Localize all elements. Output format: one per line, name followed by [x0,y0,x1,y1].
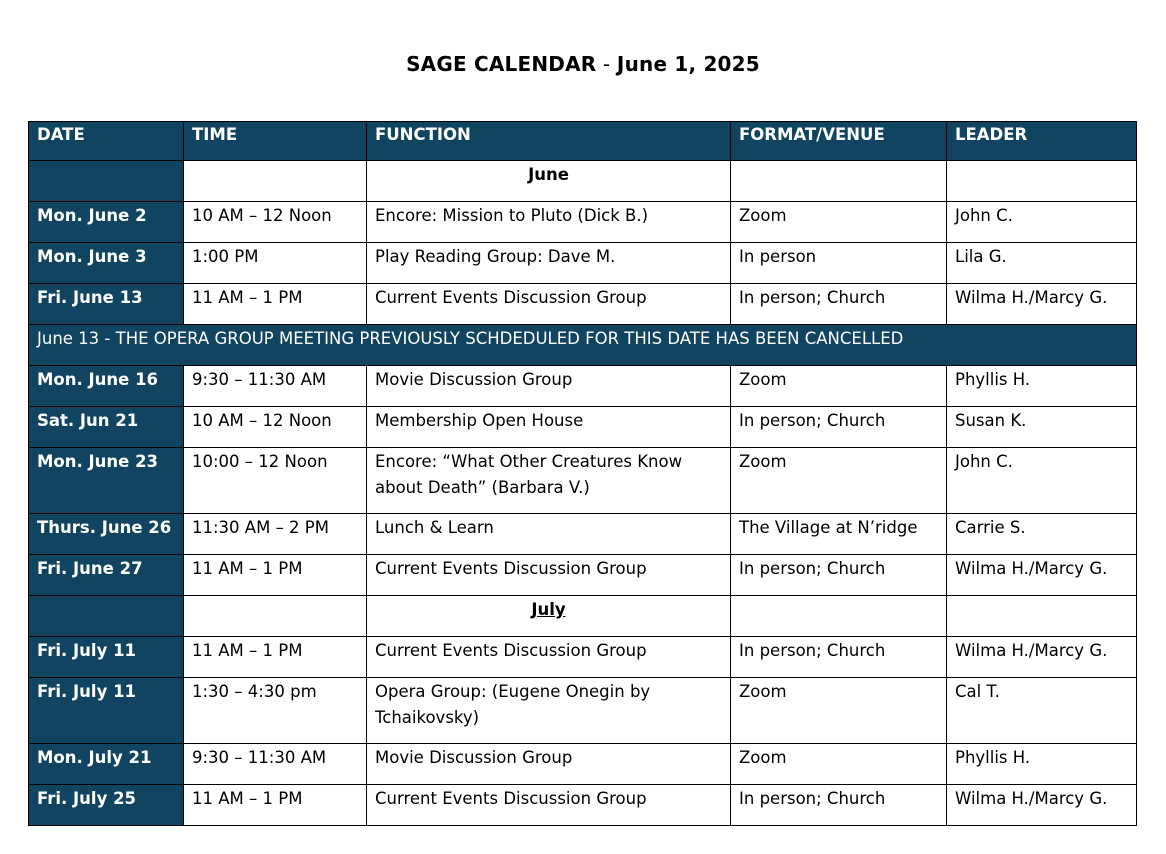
date-cell: Thurs. June 26 [29,514,184,555]
function-cell: Membership Open House [367,407,731,448]
month-label-july-text: July [531,600,566,619]
calendar-table [28,121,1137,826]
leader-cell: John C. [947,202,1137,243]
table-row [29,678,1137,744]
table-row [29,202,1137,243]
time-cell: 9:30 – 11:30 AM [184,366,367,407]
leader-cell: Lila G. [947,243,1137,284]
venue-cell: Zoom [731,202,947,243]
venue-cell: In person; Church [731,407,947,448]
column-header-venue: FORMAT/VENUE [731,122,947,161]
time-cell: 11 AM – 1 PM [184,637,367,678]
title-date: June 1, 2025 [616,52,760,76]
date-cell: Mon. June 3 [29,243,184,284]
venue-cell: Zoom [731,744,947,785]
time-cell: 11 AM – 1 PM [184,284,367,325]
month-row-june [29,161,1137,202]
function-cell: Encore: “What Other Creatures Know about Death” (Barbara V.) [367,448,731,514]
cancellation-notice: June 13 - THE OPERA GROUP MEETING PREVIOUSLY SCHDEDULED FOR THIS DATE HAS BEEN CANCELLED [29,325,1137,366]
time-cell: 1:30 – 4:30 pm [184,678,367,744]
leader-cell: Wilma H./Marcy G. [947,637,1137,678]
time-cell: 1:00 PM [184,243,367,284]
table-row [29,448,1137,514]
date-cell: Fri. July 11 [29,678,184,744]
leader-cell [947,161,1137,202]
venue-cell [731,596,947,637]
function-cell: Current Events Discussion Group [367,637,731,678]
time-cell [184,596,367,637]
table-header-row [29,122,1137,161]
time-cell [184,161,367,202]
date-cell: Mon. June 23 [29,448,184,514]
page-title [0,51,1166,77]
leader-cell: Carrie S. [947,514,1137,555]
venue-cell: Zoom [731,366,947,407]
column-header-time: TIME [184,122,367,161]
venue-cell: In person; Church [731,785,947,826]
function-cell: Current Events Discussion Group [367,785,731,826]
date-cell: Mon. June 16 [29,366,184,407]
function-cell: Movie Discussion Group [367,366,731,407]
venue-cell [731,161,947,202]
table-row [29,744,1137,785]
time-cell: 10 AM – 12 Noon [184,202,367,243]
venue-cell: In person; Church [731,284,947,325]
time-cell: 11:30 AM – 2 PM [184,514,367,555]
leader-cell: Wilma H./Marcy G. [947,785,1137,826]
leader-cell: Wilma H./Marcy G. [947,284,1137,325]
function-cell: Opera Group: (Eugene Onegin by Tchaikovsky) [367,678,731,744]
table-row [29,785,1137,826]
column-header-date: DATE [29,122,184,161]
function-cell: Movie Discussion Group [367,744,731,785]
time-cell: 10:00 – 12 Noon [184,448,367,514]
leader-cell: Cal T. [947,678,1137,744]
table-row [29,555,1137,596]
time-cell: 11 AM – 1 PM [184,785,367,826]
title-main: SAGE CALENDAR [406,52,597,76]
function-cell: Lunch & Learn [367,514,731,555]
function-cell: Current Events Discussion Group [367,284,731,325]
date-cell: Fri. July 25 [29,785,184,826]
function-cell: Current Events Discussion Group [367,555,731,596]
title-separator: - [596,52,617,76]
month-row-july [29,596,1137,637]
leader-cell: John C. [947,448,1137,514]
leader-cell: Phyllis H. [947,744,1137,785]
cancellation-notice-row [29,325,1137,366]
date-cell: Sat. Jun 21 [29,407,184,448]
date-cell: Fri. July 11 [29,637,184,678]
date-cell: Fri. June 13 [29,284,184,325]
table-row [29,514,1137,555]
leader-cell: Wilma H./Marcy G. [947,555,1137,596]
table-row [29,366,1137,407]
venue-cell: The Village at N’ridge [731,514,947,555]
table-row [29,243,1137,284]
leader-cell: Phyllis H. [947,366,1137,407]
venue-cell: In person; Church [731,555,947,596]
table-row [29,637,1137,678]
leader-cell: Susan K. [947,407,1137,448]
column-header-leader: LEADER [947,122,1137,161]
date-cell: Fri. June 27 [29,555,184,596]
month-label-july [367,596,731,637]
function-cell: Encore: Mission to Pluto (Dick B.) [367,202,731,243]
month-label-june: June [367,161,731,202]
column-header-function: FUNCTION [367,122,731,161]
venue-cell: Zoom [731,678,947,744]
time-cell: 9:30 – 11:30 AM [184,744,367,785]
venue-cell: In person; Church [731,637,947,678]
leader-cell [947,596,1137,637]
time-cell: 10 AM – 12 Noon [184,407,367,448]
table-row [29,407,1137,448]
date-cell: Mon. July 21 [29,744,184,785]
function-cell: Play Reading Group: Dave M. [367,243,731,284]
date-cell [29,161,184,202]
time-cell: 11 AM – 1 PM [184,555,367,596]
table-row [29,284,1137,325]
date-cell: Mon. June 2 [29,202,184,243]
date-cell [29,596,184,637]
venue-cell: Zoom [731,448,947,514]
venue-cell: In person [731,243,947,284]
